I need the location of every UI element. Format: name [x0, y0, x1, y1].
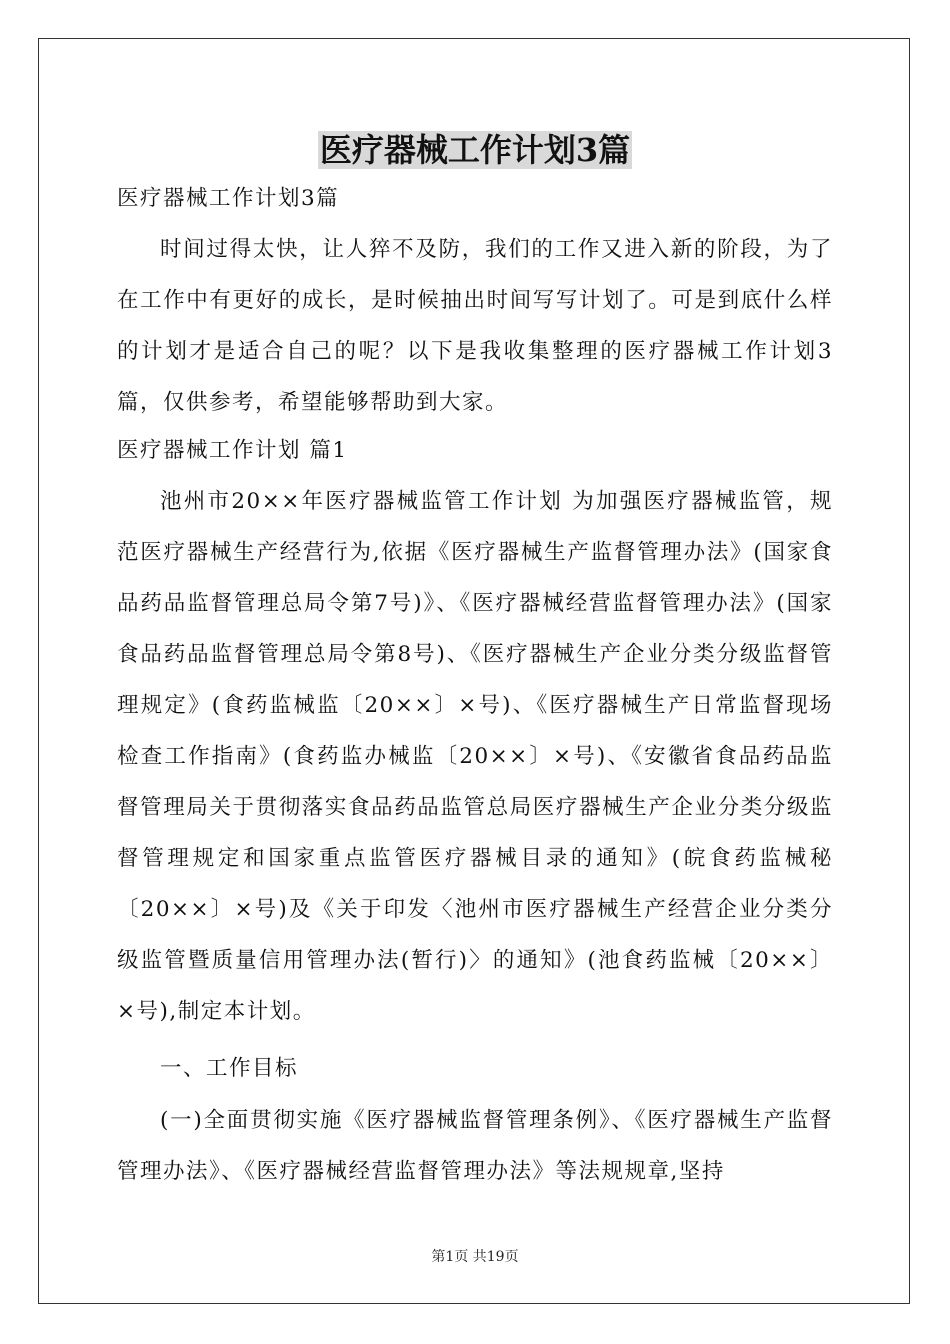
section-heading: 医疗器械工作计划 篇1 — [117, 438, 348, 463]
goal-paragraph: (一)全面贯彻实施《医疗器械监督管理条例》、《医疗器械生产监督管理办法》、《医疗器械经营监督管理办法》等法规规章,坚持 — [117, 1108, 833, 1184]
section-paragraph: 池州市20××年医疗器械监管工作计划 为加强医疗器械监管，规范医疗器械生产经营行为,依据《医疗器械生产监督管理办法》(国家食品药品监督管理总局令第7号)》、《医疗器械经营监督管理办法》(国家食品药品监督管理总局令第8号)、《医疗器械生产企业分类分级监督管理规定》(食药监械监〔20××〕×号)、《医疗器械生产日常监督现场检查工作指南》(食药监办械监〔20××〕×号)、《安徽省食品药品监督管理局关于贯彻落实食品药品监管总局医疗器械生产企业分类分级监督管理规定和国家重点监管医疗器械目录的通知》(皖食药监械秘〔20××〕×号)及《关于印发〈池州市医疗器械生产经营企业分类分级监管暨质量信用管理办法(暂行)〉的通知》(池食药监械〔20××〕×号),制定本计划。 — [117, 489, 833, 1024]
document-body — [117, 176, 833, 1197]
page-footer: 第1页 共19页 — [431, 1249, 519, 1265]
document-title — [0, 128, 950, 172]
intro-paragraph: 时间过得太快，让人猝不及防，我们的工作又进入新的阶段，为了在工作中有更好的成长，是时候抽出时间写写计划了。可是到底什么样的计划才是适合自己的呢？以下是我收集整理的医疗器械工作计划3篇，仅供参考，希望能够帮助到大家。 — [117, 237, 833, 415]
document-title-text: 医疗器械工作计划3篇 — [319, 131, 631, 169]
goal-heading: 一、工作目标 — [160, 1056, 299, 1081]
document-subtitle: 医疗器械工作计划3篇 — [117, 186, 340, 211]
